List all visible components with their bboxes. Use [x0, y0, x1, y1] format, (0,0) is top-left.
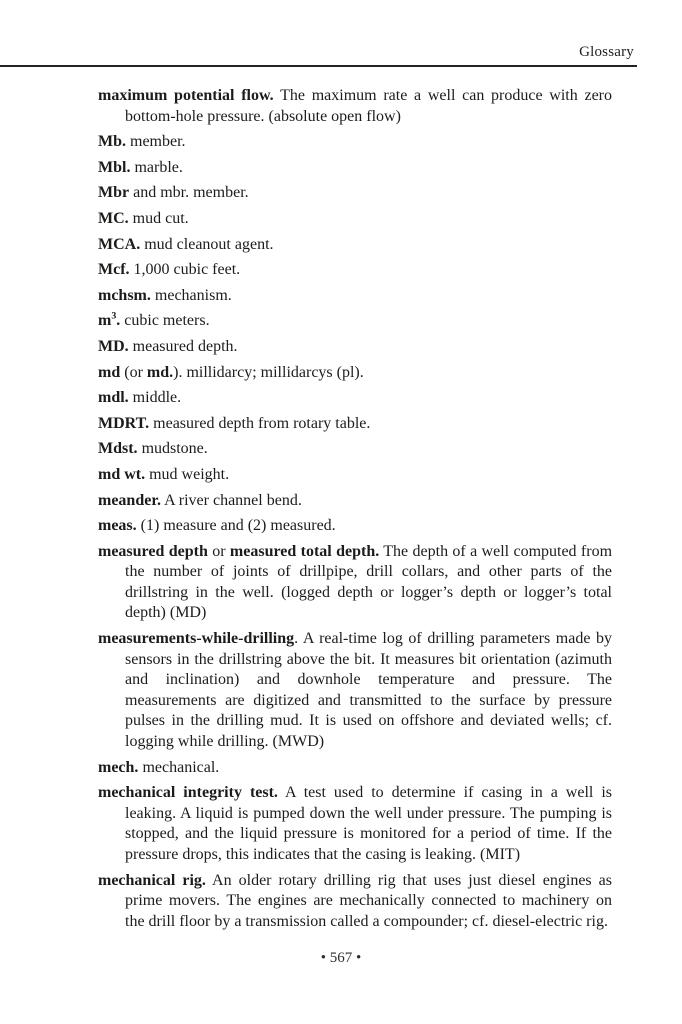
glossary-entry — [98, 465, 612, 486]
glossary-entry — [98, 158, 612, 179]
entry-definition: An older rotary drilling rig that uses just diesel engines as prime movers. The engines are mechanically connected to machinery on the drill floor by a transmission called a compounder; cf. diesel-electric rig. — [125, 871, 612, 930]
glossary-entry — [98, 414, 612, 435]
entry-term: mdl. — [98, 389, 129, 407]
entry-term: . — [116, 312, 121, 330]
entry-term: Mbl. — [98, 158, 131, 176]
entry-term: Mcf. — [98, 261, 130, 279]
page-footer — [0, 950, 682, 967]
entry-definition: . A real-time log of drilling parameters made by sensors in the drillstring above the bit. It measures bit orientation (azimuth and inclination) and downhole temperature and pressure. The measurements are digitized and transmitted to the surface by pressure pulses in the drilling mud. It is used on offshore and deviated wells; cf. logging while drilling. (MWD) — [125, 630, 612, 751]
entry-definition: cubic meters. — [120, 312, 210, 330]
glossary-entry — [98, 542, 612, 624]
entry-definition: The depth of a well computed from the number of joints of drillpipe, drill collars, and other parts of the drillstring in the well. (logged depth or logger’s depth or logger’s total depth) (MD) — [125, 542, 613, 622]
glossary-entry — [98, 871, 612, 933]
glossary-entry — [98, 491, 612, 512]
entry-term: md wt. — [98, 465, 146, 483]
glossary-entry — [98, 758, 612, 779]
glossary-entry — [98, 388, 612, 409]
page-number: • 567 • — [320, 950, 362, 966]
glossary-entry — [98, 260, 612, 281]
entry-definition: and mbr. member. — [129, 184, 249, 202]
entry-term: MCA. — [98, 235, 141, 253]
entry-definition: mud cut. — [128, 209, 189, 227]
entry-term: mech. — [98, 758, 139, 776]
glossary-entry — [98, 86, 612, 127]
glossary-entry — [98, 629, 612, 753]
entry-definition: ). millidarcy; millidarcys (pl). — [173, 363, 364, 381]
entry-term: Mb. — [98, 133, 126, 151]
entry-term: m — [98, 312, 112, 330]
entry-term: mchsm. — [98, 286, 151, 304]
entry-definition: mud cleanout agent. — [140, 235, 274, 253]
entry-term: md — [98, 363, 121, 381]
entry-term: md. — [146, 363, 174, 381]
entry-term: Mbr — [98, 184, 130, 202]
entry-term: maximum potential flow. — [98, 87, 274, 104]
entry-term: MD. — [98, 337, 129, 355]
entry-term: measured depth — [98, 542, 208, 560]
entry-definition: middle. — [128, 389, 182, 407]
entry-definition: mechanical. — [138, 758, 220, 776]
glossary-entry — [98, 183, 612, 204]
entry-term: mechanical rig. — [98, 871, 206, 889]
entry-term: mechanical integrity test. — [98, 784, 278, 802]
glossary-entry — [98, 363, 612, 384]
entry-term: MC. — [98, 209, 129, 227]
glossary-entry — [98, 235, 612, 256]
entry-definition: marble. — [130, 158, 183, 176]
entry-definition: 1,000 cubic feet. — [129, 261, 241, 279]
entry-definition: member. — [126, 133, 186, 151]
entry-definition: mudstone. — [137, 440, 208, 458]
entry-term: meander. — [98, 491, 161, 509]
glossary-entry — [98, 311, 612, 332]
entry-term: measured total depth. — [229, 542, 380, 560]
entry-term: MDRT. — [98, 414, 150, 432]
entry-definition: The maximum rate a well can produce with zero bottom-hole pressure. (absolute open flow) — [125, 87, 612, 125]
entry-term: measurements-while-drilling — [98, 630, 295, 648]
entry-definition: (1) measure and (2) measured. — [136, 517, 336, 535]
entry-definition: measured depth from rotary table. — [149, 414, 371, 432]
entry-definition: (or — [120, 363, 147, 381]
glossary-entry — [98, 439, 612, 460]
entry-definition: A river channel bend. — [160, 491, 302, 509]
glossary-entry — [98, 209, 612, 230]
glossary-entry — [98, 337, 612, 358]
entry-definition: measured depth. — [128, 337, 238, 355]
entry-term: 3 — [111, 311, 117, 323]
glossary-entry — [98, 132, 612, 153]
entry-term: meas. — [98, 517, 137, 535]
header-rule — [0, 65, 637, 67]
entry-term: Mdst. — [98, 440, 138, 458]
glossary-entries — [98, 86, 612, 937]
running-header-title: Glossary — [579, 44, 634, 60]
entry-definition: A test used to determine if casing in a well is leaking. A liquid is pumped down the well under pressure. The pumping is stopped, and the liquid pressure is monitored for a period of time. If the pressure drops, this indicates that the casing is leaking. (MIT) — [125, 784, 612, 863]
entry-definition: or — [207, 542, 230, 560]
glossary-entry — [98, 516, 612, 537]
glossary-entry — [98, 286, 612, 307]
entry-definition: mud weight. — [145, 465, 230, 483]
glossary-entry — [98, 783, 612, 865]
entry-definition: mechanism. — [150, 286, 232, 304]
